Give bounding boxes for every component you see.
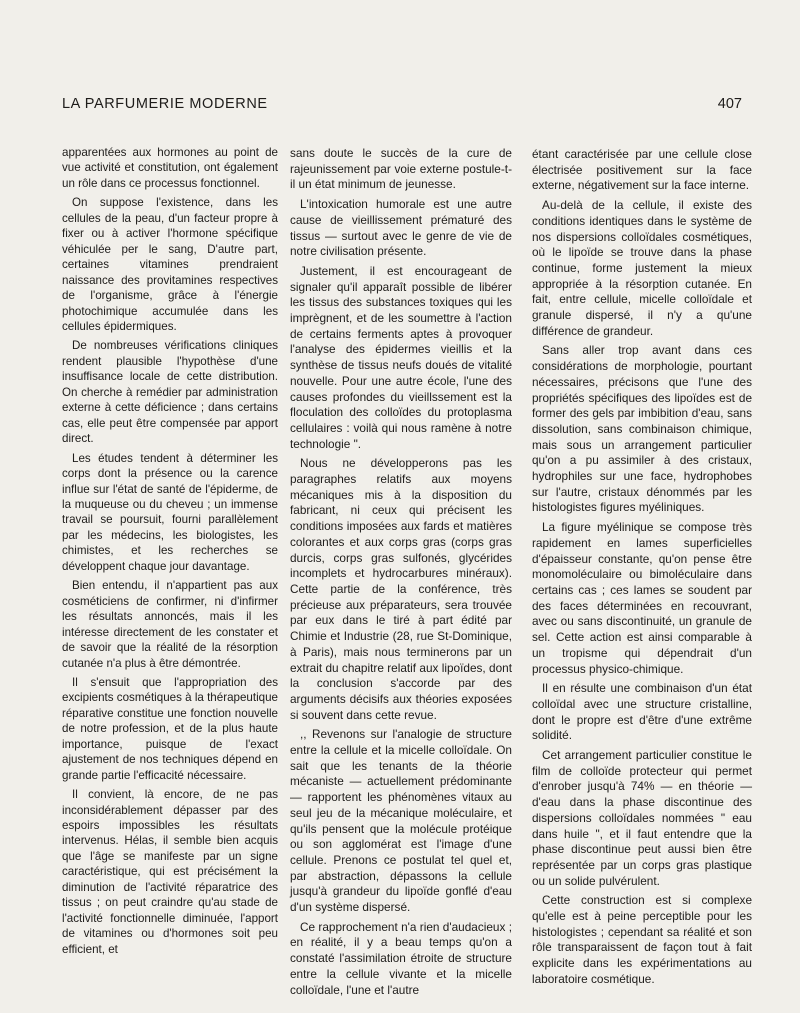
paragraph: Il convient, là encore, de ne pas inconsidérablement dépasser par des espoirs impossibles les résultats intervenus. Hélas, il semble bien acquis que l'âge se manifeste par un signe caractéristique, qui est précisément la diminution de l'activité réparatrice des tissus ; on peut craindre qu'au stade de l'activité fonctionnelle diminuée, l'apport de vitamines ou d'hormones soit peu efficient, et [62,788,278,956]
paragraph: Au-delà de la cellule, il existe des conditions identiques dans le système de nos dispersions colloïdales cosmétiques, où le lipoïde se trouve dans la phase continue, forme justement la mieux appropriée à la résorption cutanée. En fait, entre cellule, micelle colloïdale et granule dispersé, il n'y a qu'une différence de grandeur. [532,198,752,338]
paragraph: L'intoxication humorale est une autre cause de vieillissement prématuré des tissus — surtout avec le genre de vie de notre civilisation présente. [290,197,512,259]
paragraph: Il s'ensuit que l'appropriation des excipients cosmétiques à la thérapeutique réparative constitue une fonction nouvelle de notre profession, et de la plus haute importance, puisque de l'exact ajustement de nos techniques dépend en grande partie l'efficacité nécessaire. [62,675,278,782]
paragraph: On suppose l'existence, dans les cellules de la peau, d'un facteur propre à fixer ou à activer l'hormone spécifique véhiculée per le sang, D'autre part, certaines vitamines prendraient naissance des provitamines respectives de l'organisme, grâce à l'énergie photochimique accumulée dans les cellules épidermiques. [62,196,278,333]
text-column-2 [290,146,512,1002]
paragraph: La figure myélinique se compose très rapidement en lames superficielles d'épaisseur constante, qu'on pense être monomoléculaire ou bimoléculaire dans certains cas ; ces lames se soudent par des faces déterminées en recouvrant, avec ou sans discontinuité, un granule de sel. Cette action est ainsi comparable à un tropisme qui dépendrait d'un processus physico-chimique. [532,520,752,676]
running-title: LA PARFUMERIE MODERNE [62,96,268,112]
paragraph: Il en résulte une combinaison d'un état colloïdal avec une structure cristalline, dont le propre est d'être d'une extrême solidité. [532,681,752,743]
text-column-3 [532,147,752,992]
paragraph: étant caractérisée par une cellule close électrisée positivement sur la face externe, négativement sur la face interne. [532,147,752,193]
paragraph: sans doute le succès de la cure de rajeunissement par voie externe postule-t-il un état minimum de jeunesse. [290,146,512,192]
paragraph: apparentées aux hormones au point de vue activité et constitution, ont également un rôle dans ce processus fonctionnel. [62,146,278,190]
paragraph: Cet arrangement particulier constitue le film de colloïde protecteur qui permet d'enrober jusqu'à 74% — en théorie — d'eau dans la phase discontinue des dispersions colloïdales nommées " eau dans huile ", et il faut entendre que la phase discontinue peut aussi bien être représentée par un corps gras plastique ou un solide pulvérulent. [532,748,752,888]
paragraph: De nombreuses vérifications cliniques rendent plausible l'hypothèse d'une insuffisance locale de cette distribution. On cherche à remédier par administration externe à cette déficience ; dans certains cas, elle peut être compensée par apport direct. [62,339,278,446]
page-header [62,96,742,118]
paragraph: Sans aller trop avant dans ces considérations de morphologie, pourtant nécessaires, précisons que l'une des propriétés spécifiques des lipoïdes est de former des gels par imbibition d'eau, sans dissolution, sans combinaison chimique, mais sous un arrangement particulier qu'on a pu assimiler à des cristaux, hydrophiles sur une face, hydrophobes sur l'autre, cristaux dénommés par les histologistes figures myéliniques. [532,343,752,515]
paragraph: Justement, il est encourageant de signaler qu'il apparaît possible de libérer les tissus des substances toxiques qui les imprègnent, et de les soumettre à l'action de certains ferments aptes à provoquer l'analyse des épidermes vieillis et la synthèse de tissus neufs doués de vitalité nouvelle. Pour une autre école, l'une des causes profondes du vieillssement est la floculation des colloïdes du protoplasma cellulaires : voilà qui nous ramène à notre technologie ". [290,263,512,451]
paragraph: ,, Revenons sur l'analogie de structure entre la cellule et la micelle colloïdale. On sait que les tenants de la théorie mécaniste — actuellement prédominante — rapportent les phénomènes vitaux au seul jeu de la mécanique moléculaire, et qu'ils pensent que la molécule protéique ou son agglomérat est l'image d'une cellule. Prenons ce postulat tel quel et, par abstraction, dépassons la cellule jusqu'à grandeur du lipoïde gonflé d'eau d'un système dispersé. [290,727,512,915]
paragraph: Les études tendent à déterminer les corps dont la présence ou la carence influe sur l'état de santé de l'épiderme, de la muqueuse ou du cheveu ; un immense travail se poursuit, fourni parallèlement par les médecins, les biologistes, les chimistes, et les recherches se développent chaque jour davantage. [62,451,278,573]
paragraph: Nous ne développerons pas les paragraphes relatifs aux moyens mécaniques mis à la disposition du fabricant, ni ceux qui précisent les conditions imposées aux fards et matières colorantes et aux corps gras (corps gras durcis, corps gras sulfonés, glycérides incomplets et hydrocarbures minéraux). Cette partie de la conférence, très précieuse aux préparateurs, sera trouvée par eux dans le tiré à part édité par Chimie et Industrie (28, rue St-Dominique, à Paris), mais nous terminerons par un extrait du chapitre relatif aux lipoïdes, dont la conclusion s'accorde par des arguments décisifs aux théories exposées si souvent dans cette revue. [290,456,512,722]
paragraph: Cette construction est si complexe qu'elle est à peine perceptible pour les histologistes ; cependant sa réalité et son rôle transparaissent de façon tout à fait explicite dans les expérimentations au laboratoire cosmétique. [532,893,752,986]
paragraph: Ce rapprochement n'a rien d'audacieux ; en réalité, il y a beau temps qu'on a constaté l'assimilation étroite de structure entre la cellule vivante et la micelle colloïdale, l'une et l'autre [290,919,512,997]
text-column-1 [62,145,278,961]
paragraph: Bien entendu, il n'appartient pas aux cosméticiens de confirmer, ni d'infirmer les résultats annoncés, mais il les intéresse directement de les constater et de savoir que la réalité de la résorption cutanée n'a plus à être démontrée. [62,579,278,670]
page-number: 407 [717,96,742,112]
